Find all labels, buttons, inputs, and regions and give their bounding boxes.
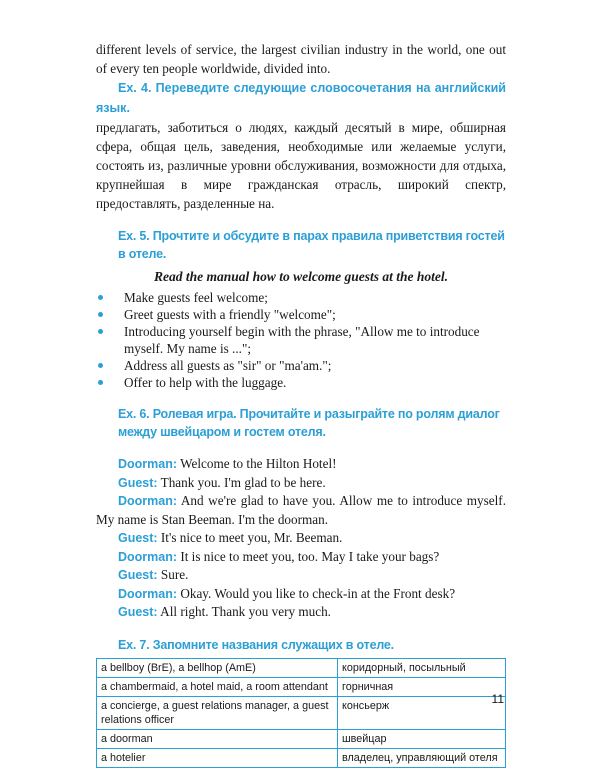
table-row xyxy=(97,729,506,748)
dialog-text: Sure. xyxy=(160,567,189,582)
table-cell-en: a doorman xyxy=(97,729,338,748)
ex4-text: предлагать, заботиться о людях, каждый десятый в мире, обширная сфера, общая цель, заведения, необходимые или желаемые услуги, состоять из, различные уровни обслуживания, возможности для отдыха, крупнейшая в мире гражданская отрасль, широкий спектр, предоставлять, разделенные на. xyxy=(96,120,506,211)
table-row xyxy=(97,748,506,767)
list-item-text: Address all guests as "sir" or "ma'am."; xyxy=(124,358,332,373)
table-cell-en: a concierge, a guest relations manager, a guest relations officer xyxy=(97,696,338,729)
speaker-label: Guest: xyxy=(118,475,158,490)
dialog-line xyxy=(96,585,506,604)
dialog-text: Welcome to the Hilton Hotel! xyxy=(180,456,337,471)
list-item-text: Offer to help with the luggage. xyxy=(124,375,287,390)
ex5-subtitle: Read the manual how to welcome guests at the hotel. xyxy=(153,269,449,284)
speaker-label: Doorman: xyxy=(118,586,178,601)
dialog-text: Okay. Would you like to check-in at the Front desk? xyxy=(180,585,456,601)
dialog-line xyxy=(96,529,506,548)
hotel-staff-table xyxy=(96,658,506,768)
table-cell-ru: коридорный, посыльный xyxy=(338,658,506,677)
page-number: 11 xyxy=(491,692,504,706)
ex4-heading: Ex. 4. Переведите следующие словосочетания на английский язык. xyxy=(96,81,506,115)
continuation-text: different levels of service, the largest civilian industry in the world, one out of every ten people worldwide, divided into. xyxy=(96,42,506,76)
table-row xyxy=(97,677,506,696)
page-content xyxy=(96,40,506,768)
table-cell-en: a chambermaid, a hotel maid, a room attendant xyxy=(97,677,338,696)
list-item xyxy=(96,289,506,306)
speaker-label: Guest: xyxy=(118,531,158,545)
ex4-paragraph xyxy=(96,78,506,213)
dialog-text: It's nice to meet you, Mr. Beeman. xyxy=(160,530,343,545)
speaker-label: Guest: xyxy=(118,605,158,619)
dialog-text: It is nice to meet you, too. May I take your bags? xyxy=(180,548,440,564)
welcome-rules-list xyxy=(96,289,506,391)
bullet-icon xyxy=(98,380,103,385)
bullet-icon xyxy=(98,329,103,334)
dialog-line xyxy=(96,492,506,529)
speaker-label: Doorman: xyxy=(118,457,178,471)
ex7-heading: Ex. 7. Запомните названия служащих в отеле. xyxy=(118,637,394,652)
bullet-icon xyxy=(98,312,103,317)
list-item xyxy=(96,323,506,357)
list-item-text: Make guests feel welcome; xyxy=(124,290,268,305)
list-item xyxy=(96,357,506,374)
table-cell-ru: консьерж xyxy=(338,696,506,729)
speaker-label: Guest: xyxy=(118,568,158,582)
table-cell-ru: владелец, управляющий отеля xyxy=(338,748,506,767)
table-cell-ru: горничная xyxy=(338,677,506,696)
dialog-line xyxy=(96,566,506,585)
dialog-line xyxy=(96,548,506,567)
dialog-text: All right. Thank you very much. xyxy=(160,604,331,619)
dialog xyxy=(96,455,506,622)
table-row xyxy=(97,658,506,677)
table-row xyxy=(97,696,506,729)
speaker-label: Doorman: xyxy=(118,549,178,564)
ex5-heading: Ex. 5. Прочтите и обсудите в парах правила приветствия гостей в отеле. xyxy=(118,229,505,261)
speaker-label: Doorman: xyxy=(118,494,178,508)
dialog-text: Thank you. I'm glad to be here. xyxy=(160,474,326,490)
table-cell-en: a bellboy (BrE), a bellhop (AmE) xyxy=(97,658,338,677)
list-item-text: Introducing yourself begin with the phrase, "Allow me to introduce myself. My name is ..."; xyxy=(124,324,480,356)
table-cell-en: a hotelier xyxy=(97,748,338,767)
ex6-heading: Ex. 6. Ролевая игра. Прочитайте и разыграйте по ролям диалог между швейцаром и гостем отеля. xyxy=(118,407,500,439)
dialog-line xyxy=(96,603,506,622)
dialog-text: And we're glad to have you. Allow me to introduce myself. My name is Stan Beeman. I'm the doorman. xyxy=(96,493,506,527)
list-item xyxy=(96,306,506,323)
dialog-line xyxy=(96,455,506,474)
table-cell-ru: швейцар xyxy=(338,729,506,748)
dialog-line xyxy=(96,474,506,493)
list-item xyxy=(96,374,506,391)
bullet-icon xyxy=(98,295,103,300)
list-item-text: Greet guests with a friendly "welcome"; xyxy=(124,307,336,322)
bullet-icon xyxy=(98,363,103,368)
